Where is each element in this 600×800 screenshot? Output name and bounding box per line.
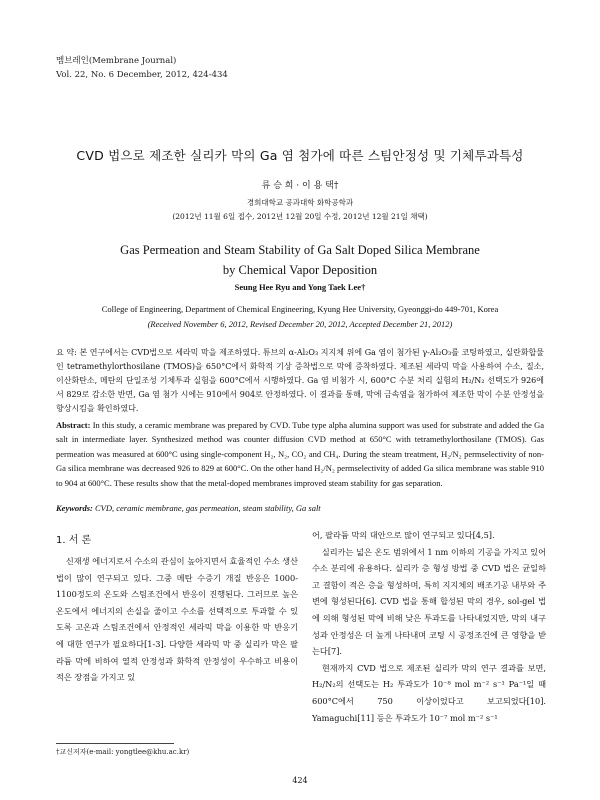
dates-english: (Received November 6, 2012, Revised December 20, 2012, Accepted December 21, 2012)	[147, 319, 453, 329]
keywords	[56, 503, 544, 513]
title-english	[60, 240, 540, 280]
journal-name: 멤브레인(Membrane Journal)	[56, 56, 177, 66]
abstract-korean-label: 요 약:	[56, 348, 77, 357]
footnote-corresponding-author: †교신저자(e-mail: yongtlee@khu.ac.kr)	[56, 748, 190, 756]
right-paragraph-3: 현재까지 CVD 법으로 제조된 실리카 막의 연구 결과를 보면, H₂/N₂의 선택도는 H₂ 투과도가 10⁻⁸ mol m⁻² s⁻¹ Pa⁻¹일 때 600°C에서 750 이상이었다고 보고되었다[10]. Yamaguchi[11] 등은 투과도가 10⁻⁷ mol m⁻² s⁻¹	[312, 662, 546, 723]
abstract-english-label: Abstract:	[56, 420, 91, 430]
keywords-text: CVD, ceramic membrane, gas permeation, steam stability, Ga salt	[94, 503, 321, 513]
title-english-line2: by Chemical Vapor Deposition	[222, 263, 378, 277]
body-right-column	[312, 527, 546, 726]
authors-korean: 류 승 희 · 이 용 택†	[261, 181, 339, 191]
body-left-column	[56, 553, 298, 686]
affiliation-korean-block	[0, 196, 600, 224]
authors-english: Seung Hee Ryu and Yong Taek Lee†	[234, 282, 366, 292]
journal-volume: Vol. 22, No. 6 December, 2012, 424-434	[56, 70, 228, 80]
title-korean: CVD 법으로 제조한 실리카 막의 Ga 염 첨가에 따른 스팀안정성 및 기체투과특성	[76, 148, 524, 163]
affiliation-korean: 경희대학교 공과대학 화학공학과	[246, 198, 354, 207]
affiliation-english-block	[0, 302, 600, 332]
left-paragraph-1: 신재생 에너지로서 수소의 관심이 높아지면서 효율적인 수소 생산법이 많이 연구되고 있다. 그중 메탄 수증기 개질 반응은 1000-1100정도의 온도와 스팀조건에서 반응이 진행된다. 그러므로 높은 온도에서 에너지의 손실을 줄이고 수소를 선택적으로 투과할 수 있도록 고온과 스팀조건에서 안정적인 세라믹 막을 이용한 막 반응기에 대한 연구가 필요하다[1-3]. 다양한 세라믹 막 중 실리카 막은 팔라듐 막에 비하여 열적 안정성과 화학적 안정성이 우수하고 비용이 적은 장점을 가지고 있	[56, 556, 298, 683]
section-title-introduction: 1. 서 론	[56, 535, 92, 546]
right-paragraph-1: 어, 팔라듐 막의 대안으로 많이 연구되고 있다[4,5].	[312, 530, 495, 540]
abstract-english	[56, 418, 544, 490]
abstract-english-text: In this study, a ceramic membrane was prepared by CVD. Tube type alpha alumina support was used for substrate and added the Ga salt in intermediate layer. Synthesized method was counter diffusion CVD method at 650°C with tetramethylorthosilane (TMOS). Gas permeation was measured at 600°C using single-component H₂, N₂, CO₂ and CH₄. During the steam treatment, H₂/N₂ permselectivity of non-Ga silica membrane was decreased 926 to 829 at 600°C. On the other hand H₂/N₂ permselectivity of added Ga silica membrane was stable 910 to 904 at 600°C. These results show that the metal-doped membranes improved steam stability for gas separation.	[56, 420, 544, 488]
journal-header	[56, 54, 228, 82]
abstract-korean	[56, 346, 544, 416]
title-english-line1: Gas Permeation and Steam Stability of Ga Salt Doped Silica Membrane	[120, 243, 480, 257]
footnote-divider	[56, 743, 174, 744]
affiliation-english: College of Engineering, Department of Chemical Engineering, Kyung Hee University, Gyeonggi-do 449-701, Korea	[101, 304, 499, 314]
page-number: 424	[292, 776, 308, 785]
dates-korean: (2012년 11월 6일 접수, 2012년 12월 20일 수정, 2012년 12월 21일 채택)	[172, 212, 428, 221]
keywords-label: Keywords:	[56, 503, 93, 513]
right-paragraph-2: 실리카는 넓은 온도 범위에서 1 nm 이하의 기공을 가지고 있어 수소 분리에 유용하다. 실리카 층 형성 방법 중 CVD 법은 균일하고 결함이 적은 층을 형성하며, 특히 지지체의 배조기공 내부와 주변에 형성된다[6]. CVD 법을 통해 합성된 막의 경우, sol-gel 법에 의해 형성된 막에 비해 낮은 투과도를 나타내었지만, 막의 내구성과 안정성은 더 높게 나타내며 코팅 시 공정조건에 큰 영향을 받는다[7].	[312, 546, 546, 657]
abstract-korean-text: 본 연구에서는 CVD법으로 세라믹 막을 제조하였다. 튜브의 α-Al₂O₃ 지지체 위에 Ga 염이 첨가된 γ-Al₂O₃를 코팅하였고, 실란화합물인 tetramethylorthosilane (TMOS)을 650°C에서 화학적 기상 증착법으로 막에 증착하였다. 제조된 세라믹 막을 사용하여 수소, 질소, 이산화탄소, 메탄의 단일조성 기체투과 실험을 600°C에서 시행하였다. Ga 염 비첨가 시, 600°C 수분 처리 실험의 H₂/N₂ 선택도가 926에서 829로 감소한 반면, Ga 염 첨가 시에는 910에서 904로 안정하였다. 이 결과를 통해, 막에 금속염을 첨가하여 제조한 막이 수분 안정성을 향상시킴을 확인하였다.	[56, 348, 544, 413]
